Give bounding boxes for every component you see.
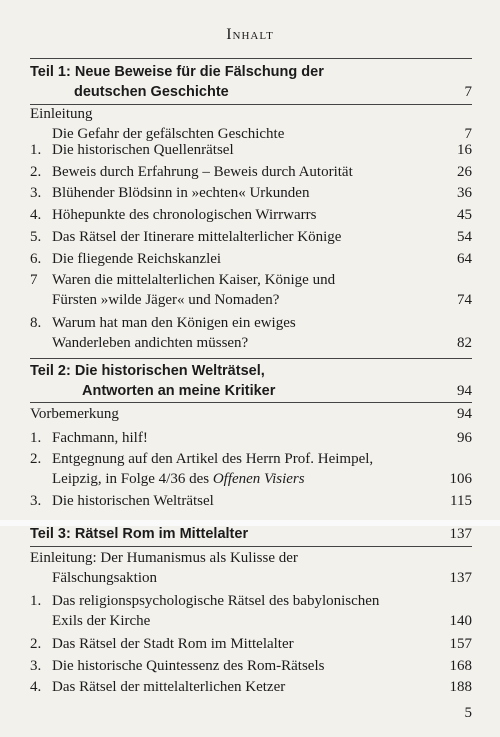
part-1-heading-line1: Teil 1: Neue Beweise für die Fälschung der <box>30 64 324 80</box>
divider <box>30 358 472 359</box>
entry-title: Waren die mittelalterlichen Kaiser, Könige und <box>52 272 336 288</box>
entry-page: 82 <box>457 335 472 351</box>
toc-entry <box>30 449 472 489</box>
entry-title-cont-text: Leipzig, in Folge 4/36 des <box>52 471 213 487</box>
part-1-page: 7 <box>464 84 472 100</box>
entry-title: Entgegnung auf den Artikel des Herrn Prof. Heimpel, <box>52 451 374 467</box>
entry-page: 168 <box>449 658 472 674</box>
entry-title: Fachmann, hilf! <box>52 430 148 446</box>
entry-page: 54 <box>457 229 472 245</box>
entry-title: Höhepunkte des chronologischen Wirrwarrs <box>52 207 317 223</box>
intro-label: Einleitung <box>30 106 93 122</box>
intro-page: 137 <box>449 570 472 586</box>
toc-entry <box>30 249 472 269</box>
intro-page: 7 <box>464 126 472 142</box>
toc-entry <box>30 183 472 203</box>
page-number: 5 <box>464 705 472 721</box>
entry-title: Das religionspsychologische Rätsel des babylonischen <box>52 593 380 609</box>
part-3-heading-line1: Teil 3: Rätsel Rom im Mittelalter <box>30 526 249 542</box>
entry-number: 4. <box>30 679 42 695</box>
toc-entry <box>30 205 472 225</box>
entry-title: Beweis durch Erfahrung – Beweis durch Autorität <box>52 164 353 180</box>
toc-entry <box>30 634 472 654</box>
divider <box>30 402 472 403</box>
entry-page: 45 <box>457 207 472 223</box>
entry-title: Das Rätsel der mittelalterlichen Ketzer <box>52 679 286 695</box>
toc-entry <box>30 270 472 310</box>
toc-entry <box>30 227 472 247</box>
toc-entry <box>30 656 472 676</box>
entry-title: Das Rätsel der Stadt Rom im Mittelalter <box>52 636 294 652</box>
intro-title-cont: Fälschungsaktion <box>52 570 157 586</box>
intro-title: Einleitung: Der Humanismus als Kulisse der <box>30 550 298 566</box>
entry-title-cont: Wanderleben andichten müssen? <box>52 335 249 351</box>
intro-title: Die Gefahr der gefälschten Geschichte <box>52 126 285 142</box>
entry-page: 26 <box>457 164 472 180</box>
entry-page: 74 <box>457 292 472 308</box>
prefatory-page: 94 <box>457 406 472 422</box>
entry-number: 1. <box>30 430 42 446</box>
entry-number: 6. <box>30 251 42 267</box>
part-2-heading-line1: Teil 2: Die historischen Welträtsel, <box>30 363 265 379</box>
entry-title-cont <box>52 469 412 489</box>
divider <box>30 58 472 59</box>
part-1-intro <box>30 104 472 144</box>
entry-number: 8. <box>30 315 42 331</box>
entry-page: 36 <box>457 185 472 201</box>
entry-number: 7 <box>30 272 38 288</box>
entry-page: 140 <box>449 613 472 629</box>
entry-page: 106 <box>449 471 472 487</box>
toc-entry <box>30 591 472 631</box>
toc-entry <box>30 677 472 697</box>
part-2-heading-line2: Antworten an meine Kritiker <box>82 383 276 399</box>
toc-entry <box>30 491 472 511</box>
entry-page: 157 <box>449 636 472 652</box>
entry-number: 3. <box>30 185 42 201</box>
toc-entry <box>30 428 472 448</box>
divider <box>30 546 472 547</box>
entry-title: Blühender Blödsinn in »echten« Urkunden <box>52 185 310 201</box>
part-1-heading-line2: deutschen Geschichte <box>74 84 229 100</box>
toc-entry <box>30 140 472 160</box>
entry-number: 3. <box>30 658 42 674</box>
entry-title: Das Rätsel der Itinerare mittelalterlicher Könige <box>52 229 342 245</box>
entry-title: Die historische Quintessenz des Rom-Rätsels <box>52 658 325 674</box>
entry-number: 4. <box>30 207 42 223</box>
entry-title-cont: Fürsten »wilde Jäger« und Nomaden? <box>52 292 280 308</box>
entry-number: 5. <box>30 229 42 245</box>
prefatory-label: Vorbemerkung <box>30 406 119 422</box>
entry-title: Die fliegende Reichskanzlei <box>52 251 222 267</box>
part-3-intro <box>30 548 472 588</box>
part-3-page: 137 <box>449 526 472 542</box>
entry-number: 1. <box>30 142 42 158</box>
entry-number: 1. <box>30 593 42 609</box>
part-2-page: 94 <box>457 383 472 399</box>
entry-page: 16 <box>457 142 472 158</box>
toc-entry <box>30 162 472 182</box>
prefatory-note <box>30 404 472 424</box>
publication-title: Offenen Visiers <box>212 471 305 487</box>
entry-page: 64 <box>457 251 472 267</box>
entry-title: Die historischen Welträtsel <box>52 493 214 509</box>
entry-title-cont: Exils der Kirche <box>52 613 151 629</box>
part-3-heading <box>30 524 472 544</box>
toc-entry <box>30 313 472 353</box>
entry-page: 188 <box>449 679 472 695</box>
part-1-heading <box>30 62 472 102</box>
entry-title: Die historischen Quellenrätsel <box>52 142 234 158</box>
part-2-heading <box>30 361 472 401</box>
entry-page: 96 <box>457 430 472 446</box>
entry-number: 2. <box>30 636 42 652</box>
entry-title: Warum hat man den Königen ein ewiges <box>52 315 296 331</box>
entry-number: 2. <box>30 164 42 180</box>
entry-page: 115 <box>450 493 472 509</box>
entry-number: 3. <box>30 493 42 509</box>
entry-number: 2. <box>30 451 42 467</box>
toc-title: Inhalt <box>226 26 274 43</box>
